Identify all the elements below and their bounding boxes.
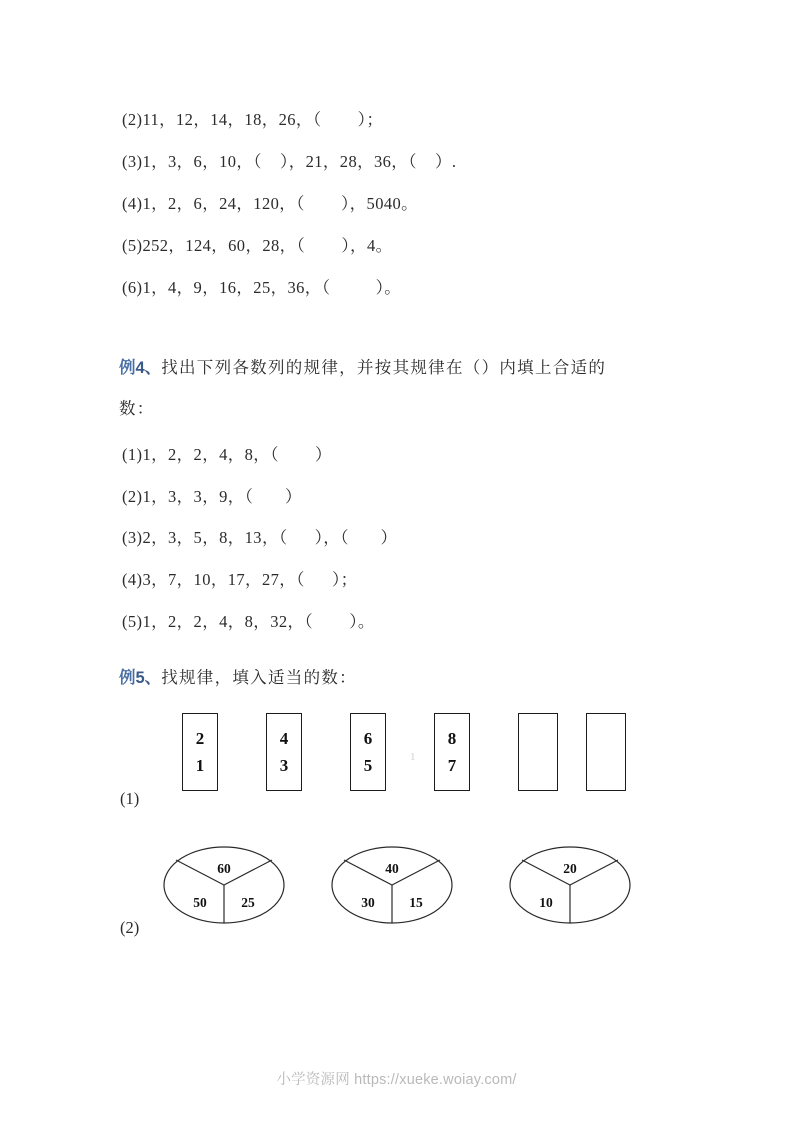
sequence-item-3-6: (6)1，4，9，16，25，36，（ ）。	[122, 278, 402, 297]
sequence-item-4-2: (2)1，3，3，9，（ ）	[122, 487, 302, 506]
pie-chart-2	[330, 845, 454, 925]
watermark-footer: 小学资源网 https://xueke.woiay.com/	[276, 1072, 517, 1088]
sequence-item-4-4: (4)3，7，10，17，27，（ ）；	[122, 570, 358, 589]
sequence-item-4-1: (1)1，2，2，4，8，（ ）	[122, 445, 332, 464]
pie-chart-1	[162, 845, 286, 925]
pie-chart-2-bottom-left-value: 30	[361, 895, 375, 910]
sequence-item-4-3: (3)2，3，5，8，13，（ ），（ ）	[122, 528, 398, 547]
pie-chart-1-bottom-left-value: 50	[193, 895, 207, 910]
example-5-title: 找规律，填入适当的数：	[161, 669, 357, 687]
domino-box-3-top: 6	[363, 729, 373, 748]
example-5-heading	[119, 664, 357, 688]
pie-chart-2-bottom-right-value: 15	[409, 895, 423, 910]
sequence-item-4-5: (5)1，2，2，4，8，32，（ ）。	[122, 612, 375, 631]
pie-chart-3-svg	[508, 845, 632, 925]
faint-artifact-one: 1	[410, 751, 416, 763]
example-4-number: 4、	[135, 359, 162, 377]
example-4-title-line2: 数：	[119, 400, 155, 418]
sequence-item-3-5: (5)252，124，60，28，（ ），4。	[122, 236, 393, 255]
pie-chart-2-svg	[330, 845, 454, 925]
domino-box-6-blank[interactable]	[586, 713, 626, 791]
pie-row	[0, 845, 793, 940]
example-4-title-line1: 找出下列各数列的规律，并按其规律在（）内填上合适的	[161, 359, 607, 377]
domino-box-3	[350, 713, 386, 791]
pie-chart-1-bottom-right-value: 25	[241, 895, 255, 910]
sequence-item-3-3: (3)1，3，6，10，（ ），21，28，36，（ ）.	[122, 152, 457, 171]
domino-box-1	[182, 713, 218, 791]
domino-box-2-bottom: 3	[279, 756, 289, 775]
domino-box-3-bottom: 5	[363, 756, 373, 775]
domino-box-2-top: 4	[279, 729, 289, 748]
example-5-marker: 例	[119, 669, 136, 687]
domino-box-1-top: 2	[195, 729, 205, 748]
domino-box-1-bottom: 1	[195, 756, 205, 775]
example-4-heading	[119, 354, 606, 378]
domino-box-2	[266, 713, 302, 791]
pie-chart-1-svg	[162, 845, 286, 925]
domino-box-4-top: 8	[447, 729, 457, 748]
domino-box-5-blank[interactable]	[518, 713, 558, 791]
pie-chart-3	[508, 845, 632, 925]
pie-chart-3-bottom-left-value: 10	[539, 895, 553, 910]
sub-label-1: (1)	[120, 789, 140, 808]
example-5-number: 5、	[135, 669, 162, 687]
example-4-marker: 例	[119, 359, 136, 377]
pie-chart-1-top-value: 60	[217, 861, 231, 876]
domino-box-4	[434, 713, 470, 791]
domino-box-4-bottom: 7	[447, 756, 457, 775]
sequence-item-3-4: (4)1，2，6，24，120，（ ），5040。	[122, 194, 419, 213]
sub-label-2: (2)	[120, 918, 140, 937]
sequence-item-3-2: (2)11，12，14，18，26，（ ）；	[122, 110, 384, 129]
pie-chart-3-top-value: 20	[563, 861, 577, 876]
pie-chart-2-top-value: 40	[385, 861, 399, 876]
domino-row	[0, 713, 793, 813]
